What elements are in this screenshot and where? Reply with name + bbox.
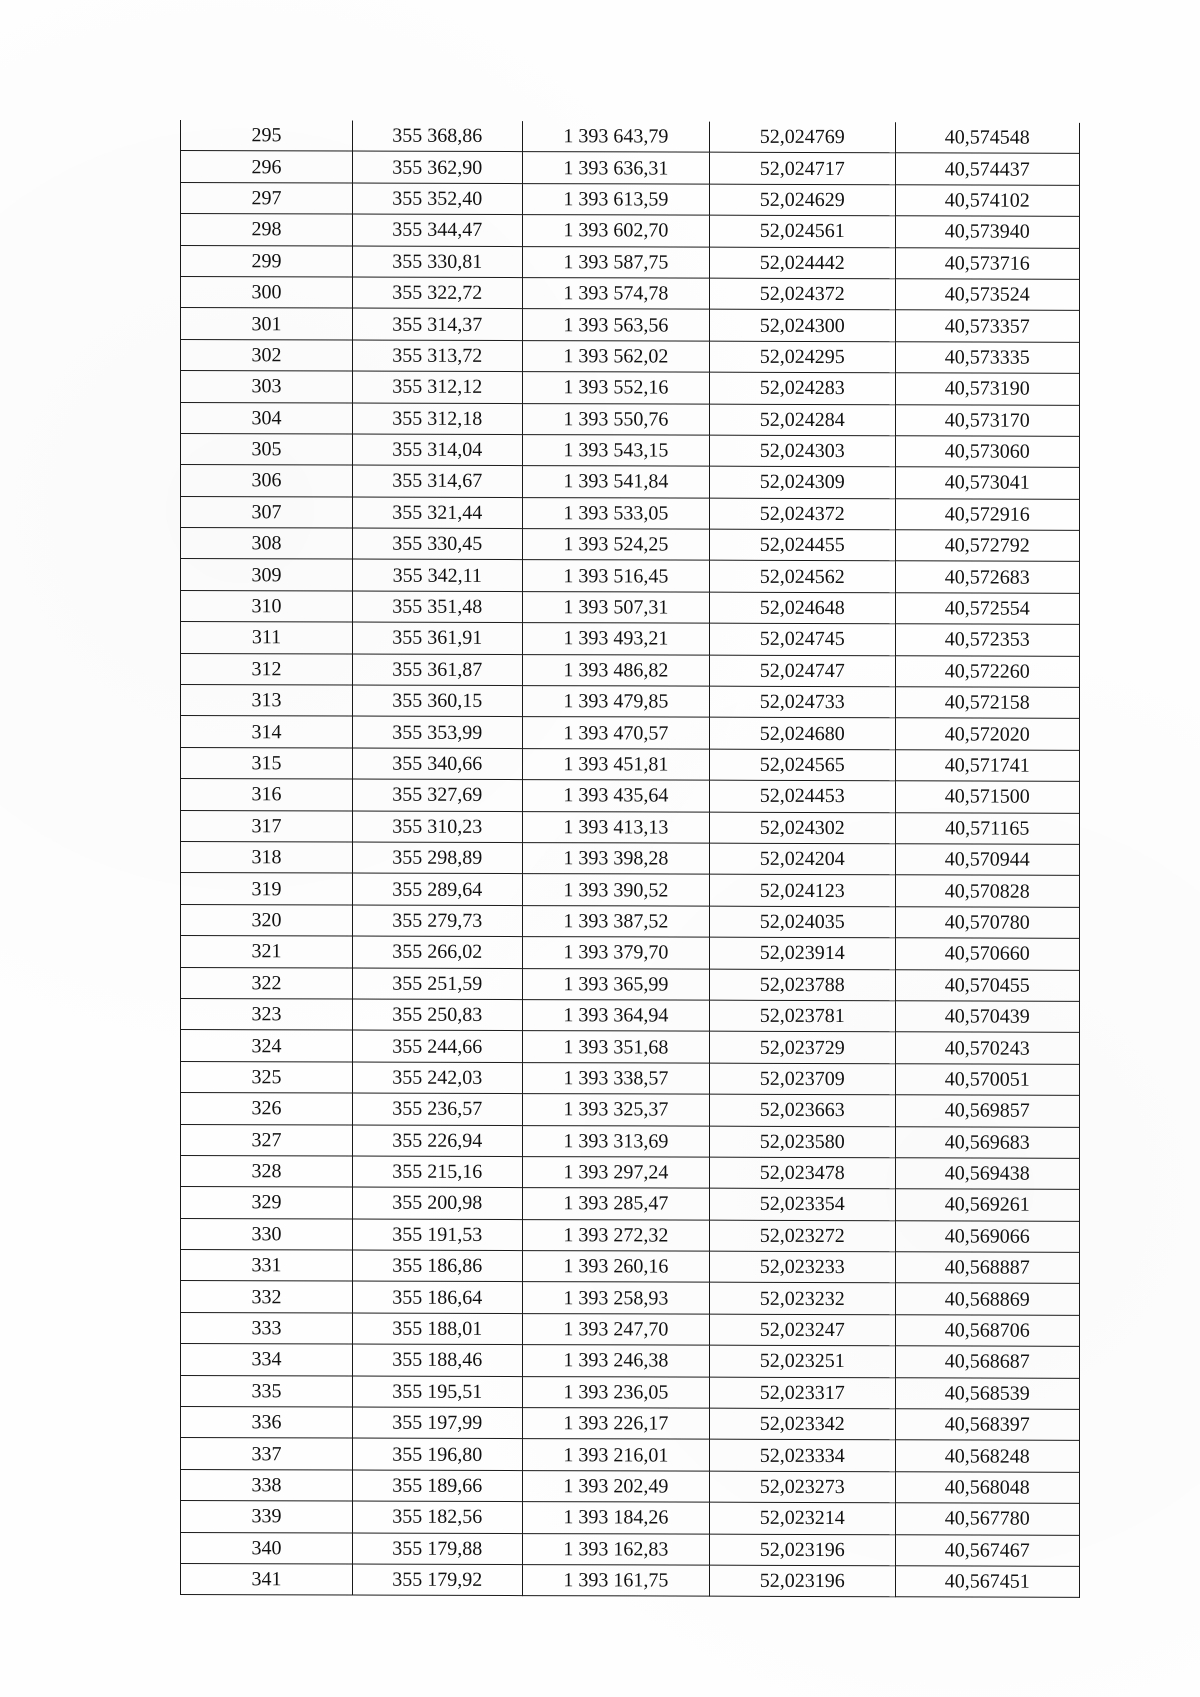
x-coordinate-cell: 355 360,15 bbox=[352, 685, 522, 717]
y-coordinate-cell: 1 393 643,79 bbox=[522, 121, 710, 152]
y-coordinate-cell: 1 393 516,45 bbox=[522, 560, 710, 592]
x-coordinate-cell: 355 321,44 bbox=[352, 497, 522, 529]
x-coordinate-cell: 355 179,88 bbox=[352, 1533, 522, 1565]
longitude-cell: 40,573524 bbox=[895, 279, 1080, 311]
latitude-cell: 52,023251 bbox=[710, 1345, 895, 1377]
table-row bbox=[181, 810, 1080, 844]
table-row bbox=[181, 747, 1080, 781]
latitude-cell: 52,024717 bbox=[710, 153, 895, 185]
longitude-cell: 40,574102 bbox=[895, 185, 1080, 217]
latitude-cell: 52,023729 bbox=[710, 1031, 895, 1063]
latitude-cell: 52,024455 bbox=[710, 529, 895, 561]
latitude-cell: 52,024629 bbox=[710, 184, 895, 216]
latitude-cell: 52,023196 bbox=[710, 1565, 895, 1597]
x-coordinate-cell: 355 191,53 bbox=[352, 1219, 522, 1251]
latitude-cell: 52,023709 bbox=[710, 1063, 895, 1095]
longitude-cell: 40,568539 bbox=[895, 1377, 1080, 1409]
table-row bbox=[181, 1093, 1080, 1127]
y-coordinate-cell: 1 393 550,76 bbox=[522, 403, 710, 435]
x-coordinate-cell: 355 189,66 bbox=[352, 1470, 522, 1502]
latitude-cell: 52,023247 bbox=[710, 1314, 895, 1346]
latitude-cell: 52,024303 bbox=[710, 435, 895, 467]
longitude-cell: 40,572020 bbox=[895, 718, 1080, 750]
point-number-cell: 320 bbox=[181, 904, 353, 936]
point-number-cell: 336 bbox=[181, 1407, 353, 1439]
point-number-cell: 312 bbox=[181, 653, 353, 685]
y-coordinate-cell: 1 393 524,25 bbox=[522, 529, 710, 561]
table-row bbox=[181, 276, 1080, 310]
x-coordinate-cell: 355 342,11 bbox=[352, 560, 522, 592]
table-row bbox=[181, 1281, 1080, 1315]
table-row bbox=[181, 528, 1080, 562]
table-row bbox=[181, 1155, 1080, 1189]
x-coordinate-cell: 355 353,99 bbox=[352, 716, 522, 748]
x-coordinate-cell: 355 361,87 bbox=[352, 654, 522, 686]
x-coordinate-cell: 355 330,45 bbox=[352, 528, 522, 560]
latitude-cell: 52,023354 bbox=[710, 1188, 895, 1220]
y-coordinate-cell: 1 393 486,82 bbox=[522, 654, 710, 686]
y-coordinate-cell: 1 393 470,57 bbox=[522, 717, 710, 749]
x-coordinate-cell: 355 314,37 bbox=[352, 308, 522, 340]
longitude-cell: 40,573940 bbox=[895, 216, 1080, 248]
x-coordinate-cell: 355 244,66 bbox=[352, 1030, 522, 1062]
longitude-cell: 40,572260 bbox=[895, 655, 1080, 687]
table-row bbox=[181, 936, 1080, 970]
longitude-cell: 40,573716 bbox=[895, 247, 1080, 279]
table-row bbox=[181, 1375, 1080, 1409]
latitude-cell: 52,024442 bbox=[710, 247, 895, 279]
longitude-cell: 40,572353 bbox=[895, 624, 1080, 656]
y-coordinate-cell: 1 393 398,28 bbox=[522, 843, 710, 875]
latitude-cell: 52,024035 bbox=[710, 906, 895, 938]
point-number-cell: 314 bbox=[181, 716, 353, 748]
y-coordinate-cell: 1 393 325,37 bbox=[522, 1094, 710, 1126]
x-coordinate-cell: 355 314,04 bbox=[352, 434, 522, 466]
latitude-cell: 52,024295 bbox=[710, 341, 895, 373]
x-coordinate-cell: 355 195,51 bbox=[352, 1376, 522, 1408]
longitude-cell: 40,572554 bbox=[895, 593, 1080, 625]
table-row bbox=[181, 1124, 1080, 1158]
longitude-cell: 40,573190 bbox=[895, 373, 1080, 405]
longitude-cell: 40,568887 bbox=[895, 1252, 1080, 1284]
point-number-cell: 325 bbox=[181, 1061, 353, 1093]
table-row bbox=[181, 433, 1080, 467]
longitude-cell: 40,574548 bbox=[895, 122, 1080, 153]
table-row bbox=[181, 779, 1080, 813]
latitude-cell: 52,023781 bbox=[710, 1000, 895, 1032]
point-number-cell: 322 bbox=[181, 967, 353, 999]
point-number-cell: 340 bbox=[181, 1532, 353, 1564]
latitude-cell: 52,024733 bbox=[710, 686, 895, 718]
x-coordinate-cell: 355 312,12 bbox=[352, 371, 522, 403]
point-number-cell: 316 bbox=[181, 779, 353, 811]
x-coordinate-cell: 355 196,80 bbox=[352, 1438, 522, 1470]
point-number-cell: 306 bbox=[181, 465, 353, 497]
point-number-cell: 330 bbox=[181, 1218, 353, 1250]
y-coordinate-cell: 1 393 507,31 bbox=[522, 591, 710, 623]
latitude-cell: 52,023317 bbox=[710, 1377, 895, 1409]
y-coordinate-cell: 1 393 602,70 bbox=[522, 215, 710, 247]
table-row bbox=[181, 402, 1080, 436]
y-coordinate-cell: 1 393 351,68 bbox=[522, 1031, 710, 1063]
latitude-cell: 52,024562 bbox=[710, 561, 895, 593]
y-coordinate-cell: 1 393 338,57 bbox=[522, 1062, 710, 1094]
longitude-cell: 40,572916 bbox=[895, 498, 1080, 530]
longitude-cell: 40,569857 bbox=[895, 1095, 1080, 1127]
table-row bbox=[181, 339, 1080, 373]
table-row bbox=[181, 151, 1080, 185]
x-coordinate-cell: 355 188,01 bbox=[352, 1313, 522, 1345]
x-coordinate-cell: 355 314,67 bbox=[352, 465, 522, 497]
latitude-cell: 52,024204 bbox=[710, 843, 895, 875]
table-row bbox=[181, 998, 1080, 1032]
longitude-cell: 40,570051 bbox=[895, 1063, 1080, 1095]
longitude-cell: 40,573170 bbox=[895, 404, 1080, 436]
point-number-cell: 339 bbox=[181, 1501, 353, 1533]
x-coordinate-cell: 355 310,23 bbox=[352, 811, 522, 843]
y-coordinate-cell: 1 393 379,70 bbox=[522, 937, 710, 969]
x-coordinate-cell: 355 236,57 bbox=[352, 1093, 522, 1125]
point-number-cell: 303 bbox=[181, 371, 353, 403]
latitude-cell: 52,023196 bbox=[710, 1534, 895, 1566]
table-row bbox=[181, 841, 1080, 875]
y-coordinate-cell: 1 393 184,26 bbox=[522, 1502, 710, 1534]
latitude-cell: 52,024565 bbox=[710, 749, 895, 781]
longitude-cell: 40,570455 bbox=[895, 969, 1080, 1001]
latitude-cell: 52,024680 bbox=[710, 718, 895, 750]
x-coordinate-cell: 355 279,73 bbox=[352, 905, 522, 937]
x-coordinate-cell: 355 298,89 bbox=[352, 842, 522, 874]
latitude-cell: 52,024123 bbox=[710, 875, 895, 907]
table-row bbox=[181, 1532, 1080, 1566]
point-number-cell: 300 bbox=[181, 276, 353, 308]
point-number-cell: 305 bbox=[181, 433, 353, 465]
table-row bbox=[181, 465, 1080, 499]
point-number-cell: 337 bbox=[181, 1438, 353, 1470]
longitude-cell: 40,574437 bbox=[895, 153, 1080, 185]
y-coordinate-cell: 1 393 533,05 bbox=[522, 497, 710, 529]
y-coordinate-cell: 1 393 451,81 bbox=[522, 748, 710, 780]
table-row bbox=[181, 1501, 1080, 1535]
x-coordinate-cell: 355 289,64 bbox=[352, 873, 522, 905]
latitude-cell: 52,023334 bbox=[710, 1440, 895, 1472]
point-number-cell: 315 bbox=[181, 747, 353, 779]
latitude-cell: 52,024372 bbox=[710, 278, 895, 310]
latitude-cell: 52,024283 bbox=[710, 372, 895, 404]
latitude-cell: 52,023663 bbox=[710, 1094, 895, 1126]
longitude-cell: 40,572792 bbox=[895, 530, 1080, 562]
longitude-cell: 40,573041 bbox=[895, 467, 1080, 499]
point-number-cell: 333 bbox=[181, 1312, 353, 1344]
y-coordinate-cell: 1 393 574,78 bbox=[522, 278, 710, 310]
y-coordinate-cell: 1 393 226,17 bbox=[522, 1408, 710, 1440]
table-row bbox=[181, 904, 1080, 938]
x-coordinate-cell: 355 182,56 bbox=[352, 1501, 522, 1533]
latitude-cell: 52,023272 bbox=[710, 1220, 895, 1252]
y-coordinate-cell: 1 393 413,13 bbox=[522, 811, 710, 843]
table-row bbox=[181, 685, 1080, 719]
y-coordinate-cell: 1 393 562,02 bbox=[522, 340, 710, 372]
x-coordinate-cell: 355 186,64 bbox=[352, 1281, 522, 1313]
table-row bbox=[181, 716, 1080, 750]
longitude-cell: 40,571500 bbox=[895, 781, 1080, 813]
x-coordinate-cell: 355 179,92 bbox=[352, 1564, 522, 1596]
x-coordinate-cell: 355 312,18 bbox=[352, 403, 522, 435]
latitude-cell: 52,024300 bbox=[710, 310, 895, 342]
longitude-cell: 40,569683 bbox=[895, 1126, 1080, 1158]
x-coordinate-cell: 355 340,66 bbox=[352, 748, 522, 780]
x-coordinate-cell: 355 322,72 bbox=[352, 277, 522, 309]
x-coordinate-cell: 355 215,16 bbox=[352, 1156, 522, 1188]
y-coordinate-cell: 1 393 493,21 bbox=[522, 623, 710, 655]
point-number-cell: 298 bbox=[181, 214, 353, 246]
point-number-cell: 324 bbox=[181, 1030, 353, 1062]
latitude-cell: 52,024747 bbox=[710, 655, 895, 687]
x-coordinate-cell: 355 188,46 bbox=[352, 1344, 522, 1376]
point-number-cell: 328 bbox=[181, 1155, 353, 1187]
table-row bbox=[181, 873, 1080, 907]
longitude-cell: 40,568706 bbox=[895, 1315, 1080, 1347]
y-coordinate-cell: 1 393 236,05 bbox=[522, 1376, 710, 1408]
y-coordinate-cell: 1 393 479,85 bbox=[522, 686, 710, 718]
point-number-cell: 317 bbox=[181, 810, 353, 842]
table-row bbox=[181, 1312, 1080, 1346]
longitude-cell: 40,567780 bbox=[895, 1503, 1080, 1535]
point-number-cell: 335 bbox=[181, 1375, 353, 1407]
table-row bbox=[181, 1563, 1080, 1597]
longitude-cell: 40,572158 bbox=[895, 687, 1080, 719]
longitude-cell: 40,573357 bbox=[895, 310, 1080, 342]
y-coordinate-cell: 1 393 272,32 bbox=[522, 1219, 710, 1251]
longitude-cell: 40,569261 bbox=[895, 1189, 1080, 1221]
table-row bbox=[181, 120, 1080, 154]
x-coordinate-cell: 355 197,99 bbox=[352, 1407, 522, 1439]
table-row bbox=[181, 1030, 1080, 1064]
latitude-cell: 52,024302 bbox=[710, 812, 895, 844]
y-coordinate-cell: 1 393 552,16 bbox=[522, 372, 710, 404]
x-coordinate-cell: 355 226,94 bbox=[352, 1125, 522, 1157]
longitude-cell: 40,568397 bbox=[895, 1409, 1080, 1441]
longitude-cell: 40,568687 bbox=[895, 1346, 1080, 1378]
latitude-cell: 52,023233 bbox=[710, 1251, 895, 1283]
x-coordinate-cell: 355 251,59 bbox=[352, 968, 522, 1000]
y-coordinate-cell: 1 393 247,70 bbox=[522, 1313, 710, 1345]
y-coordinate-cell: 1 393 161,75 bbox=[522, 1565, 710, 1597]
point-number-cell: 326 bbox=[181, 1093, 353, 1125]
table-row bbox=[181, 1218, 1080, 1252]
x-coordinate-cell: 355 368,86 bbox=[352, 121, 522, 152]
x-coordinate-cell: 355 344,47 bbox=[352, 214, 522, 246]
longitude-cell: 40,570944 bbox=[895, 844, 1080, 876]
longitude-cell: 40,569066 bbox=[895, 1220, 1080, 1252]
y-coordinate-cell: 1 393 258,93 bbox=[522, 1282, 710, 1314]
y-coordinate-cell: 1 393 636,31 bbox=[522, 152, 710, 184]
point-number-cell: 297 bbox=[181, 182, 353, 214]
point-number-cell: 321 bbox=[181, 936, 353, 968]
longitude-cell: 40,568869 bbox=[895, 1283, 1080, 1315]
y-coordinate-cell: 1 393 202,49 bbox=[522, 1470, 710, 1502]
table-row bbox=[181, 1187, 1080, 1221]
point-number-cell: 313 bbox=[181, 685, 353, 717]
point-number-cell: 304 bbox=[181, 402, 353, 434]
y-coordinate-cell: 1 393 613,59 bbox=[522, 183, 710, 215]
longitude-cell: 40,570243 bbox=[895, 1032, 1080, 1064]
latitude-cell: 52,024284 bbox=[710, 404, 895, 436]
longitude-cell: 40,567451 bbox=[895, 1566, 1080, 1598]
y-coordinate-cell: 1 393 587,75 bbox=[522, 246, 710, 278]
longitude-cell: 40,572683 bbox=[895, 561, 1080, 593]
y-coordinate-cell: 1 393 390,52 bbox=[522, 874, 710, 906]
x-coordinate-cell: 355 352,40 bbox=[352, 183, 522, 215]
y-coordinate-cell: 1 393 387,52 bbox=[522, 905, 710, 937]
y-coordinate-cell: 1 393 285,47 bbox=[522, 1188, 710, 1220]
point-number-cell: 318 bbox=[181, 841, 353, 873]
table-row bbox=[181, 371, 1080, 405]
table-row bbox=[181, 967, 1080, 1001]
longitude-cell: 40,571165 bbox=[895, 812, 1080, 844]
y-coordinate-cell: 1 393 563,56 bbox=[522, 309, 710, 341]
table-row bbox=[181, 559, 1080, 593]
point-number-cell: 309 bbox=[181, 559, 353, 591]
longitude-cell: 40,568048 bbox=[895, 1472, 1080, 1504]
point-number-cell: 310 bbox=[181, 590, 353, 622]
table-row bbox=[181, 496, 1080, 530]
coordinates-table bbox=[180, 120, 1080, 1598]
longitude-cell: 40,569438 bbox=[895, 1158, 1080, 1190]
table-row bbox=[181, 1061, 1080, 1095]
y-coordinate-cell: 1 393 435,64 bbox=[522, 780, 710, 812]
point-number-cell: 331 bbox=[181, 1250, 353, 1282]
y-coordinate-cell: 1 393 297,24 bbox=[522, 1156, 710, 1188]
table-row bbox=[181, 182, 1080, 216]
x-coordinate-cell: 355 362,90 bbox=[352, 151, 522, 183]
x-coordinate-cell: 355 266,02 bbox=[352, 936, 522, 968]
latitude-cell: 52,023232 bbox=[710, 1283, 895, 1315]
y-coordinate-cell: 1 393 216,01 bbox=[522, 1439, 710, 1471]
x-coordinate-cell: 355 242,03 bbox=[352, 1062, 522, 1094]
point-number-cell: 301 bbox=[181, 308, 353, 340]
x-coordinate-cell: 355 200,98 bbox=[352, 1187, 522, 1219]
latitude-cell: 52,023914 bbox=[710, 937, 895, 969]
latitude-cell: 52,024453 bbox=[710, 780, 895, 812]
longitude-cell: 40,570780 bbox=[895, 907, 1080, 939]
table-row bbox=[181, 653, 1080, 687]
latitude-cell: 52,024745 bbox=[710, 623, 895, 655]
longitude-cell: 40,567467 bbox=[895, 1534, 1080, 1566]
point-number-cell: 329 bbox=[181, 1187, 353, 1219]
longitude-cell: 40,573335 bbox=[895, 341, 1080, 373]
latitude-cell: 52,023478 bbox=[710, 1157, 895, 1189]
table-row bbox=[181, 590, 1080, 624]
x-coordinate-cell: 355 330,81 bbox=[352, 246, 522, 278]
latitude-cell: 52,023580 bbox=[710, 1126, 895, 1158]
point-number-cell: 308 bbox=[181, 528, 353, 560]
longitude-cell: 40,573060 bbox=[895, 436, 1080, 468]
point-number-cell: 311 bbox=[181, 622, 353, 654]
point-number-cell: 319 bbox=[181, 873, 353, 905]
table-row bbox=[181, 308, 1080, 342]
point-number-cell: 323 bbox=[181, 998, 353, 1030]
y-coordinate-cell: 1 393 541,84 bbox=[522, 466, 710, 498]
table-row bbox=[181, 1469, 1080, 1503]
point-number-cell: 302 bbox=[181, 339, 353, 371]
table-row bbox=[181, 1407, 1080, 1441]
point-number-cell: 296 bbox=[181, 151, 353, 183]
point-number-cell: 341 bbox=[181, 1563, 353, 1595]
latitude-cell: 52,023214 bbox=[710, 1502, 895, 1534]
longitude-cell: 40,570660 bbox=[895, 938, 1080, 970]
latitude-cell: 52,023273 bbox=[710, 1471, 895, 1503]
table-row bbox=[181, 1344, 1080, 1378]
x-coordinate-cell: 355 361,91 bbox=[352, 622, 522, 654]
point-number-cell: 338 bbox=[181, 1469, 353, 1501]
longitude-cell: 40,568248 bbox=[895, 1440, 1080, 1472]
latitude-cell: 52,024372 bbox=[710, 498, 895, 530]
table-row bbox=[181, 622, 1080, 656]
x-coordinate-cell: 355 186,86 bbox=[352, 1250, 522, 1282]
x-coordinate-cell: 355 313,72 bbox=[352, 340, 522, 372]
latitude-cell: 52,024648 bbox=[710, 592, 895, 624]
table-row bbox=[181, 245, 1080, 279]
x-coordinate-cell: 355 250,83 bbox=[352, 999, 522, 1031]
coordinates-table-body bbox=[181, 120, 1080, 1598]
latitude-cell: 52,023788 bbox=[710, 969, 895, 1001]
y-coordinate-cell: 1 393 246,38 bbox=[522, 1345, 710, 1377]
y-coordinate-cell: 1 393 365,99 bbox=[522, 968, 710, 1000]
y-coordinate-cell: 1 393 364,94 bbox=[522, 1000, 710, 1032]
x-coordinate-cell: 355 351,48 bbox=[352, 591, 522, 623]
y-coordinate-cell: 1 393 313,69 bbox=[522, 1125, 710, 1157]
y-coordinate-cell: 1 393 260,16 bbox=[522, 1251, 710, 1283]
latitude-cell: 52,024769 bbox=[710, 122, 895, 153]
latitude-cell: 52,024561 bbox=[710, 215, 895, 247]
point-number-cell: 327 bbox=[181, 1124, 353, 1156]
latitude-cell: 52,024309 bbox=[710, 466, 895, 498]
point-number-cell: 334 bbox=[181, 1344, 353, 1376]
longitude-cell: 40,570828 bbox=[895, 875, 1080, 907]
y-coordinate-cell: 1 393 162,83 bbox=[522, 1533, 710, 1565]
x-coordinate-cell: 355 327,69 bbox=[352, 779, 522, 811]
table-row bbox=[181, 1438, 1080, 1472]
point-number-cell: 295 bbox=[181, 120, 353, 151]
point-number-cell: 307 bbox=[181, 496, 353, 528]
latitude-cell: 52,023342 bbox=[710, 1408, 895, 1440]
point-number-cell: 299 bbox=[181, 245, 353, 277]
y-coordinate-cell: 1 393 543,15 bbox=[522, 434, 710, 466]
longitude-cell: 40,570439 bbox=[895, 1001, 1080, 1033]
longitude-cell: 40,571741 bbox=[895, 750, 1080, 782]
table-row bbox=[181, 1250, 1080, 1284]
point-number-cell: 332 bbox=[181, 1281, 353, 1313]
table-row bbox=[181, 214, 1080, 248]
